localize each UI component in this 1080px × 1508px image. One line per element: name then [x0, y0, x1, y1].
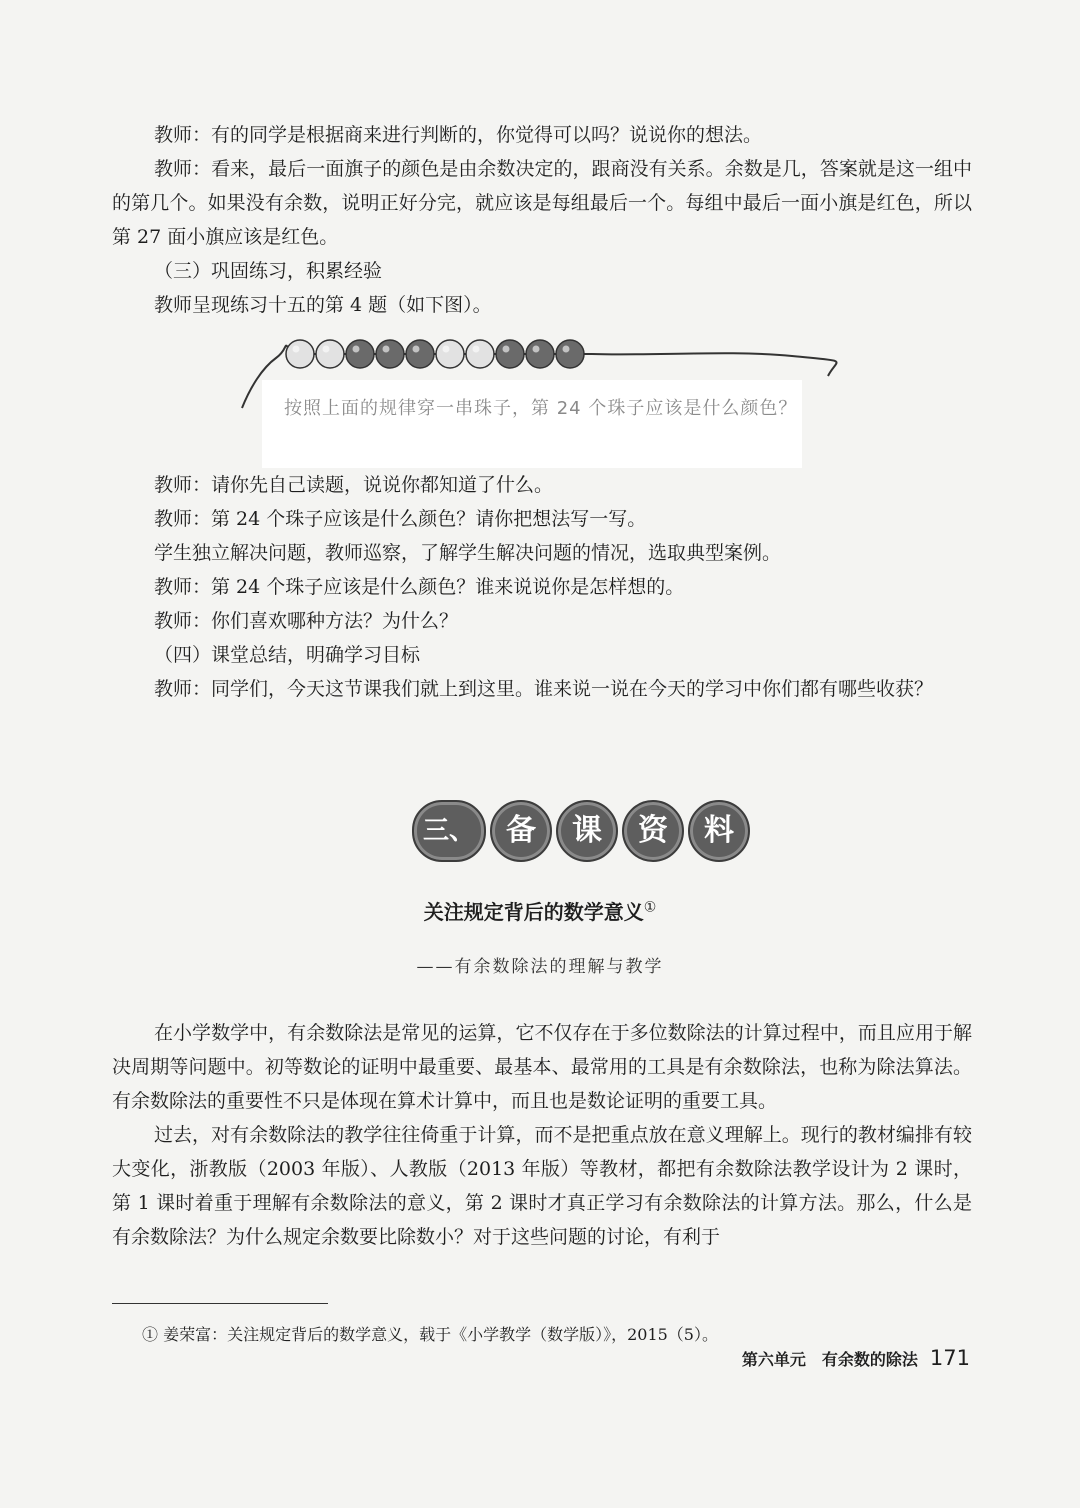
bead-highlight — [293, 346, 300, 353]
page-number: 171 — [929, 1346, 970, 1370]
bottom-text-block — [112, 1016, 972, 1254]
figure-caption: 按照上面的规律穿一串珠子，第 24 个珠子应该是什么颜色？ — [284, 398, 798, 419]
bead-highlight — [533, 346, 540, 353]
paragraph: 教师：同学们，今天这节课我们就上到这里。谁来说一说在今天的学习中你们都有哪些收获？ — [154, 678, 934, 700]
page-footer — [742, 1346, 970, 1370]
paragraph: 教师：请你先自己读题，说说你都知道了什么。 — [154, 474, 554, 496]
paragraph: 教师：第 24 个珠子应该是什么颜色？请你把想法写一写。 — [154, 508, 647, 530]
footnote: ① 姜荣富：关注规定背后的数学意义，载于《小学教学（数学版）》，2015（5）。 — [142, 1325, 718, 1344]
banner-char: 料 — [688, 800, 750, 862]
footnote-mark: ① — [643, 899, 657, 916]
bead-highlight — [443, 346, 450, 353]
article-subtitle: ——有余数除法的理解与教学 — [416, 957, 664, 977]
paragraph: 在小学数学中，有余数除法是常见的运算，它不仅存在于多位数除法的计算过程中，而且应用于解决周期等问题中。初等数论的证明中最重要、最基本、最常用的工具是有余数除法，也称为除法算法。有余数除法的重要性不只是体现在算术计算中，而且也是数论证明的重要工具。 — [112, 1022, 972, 1112]
bead-highlight — [563, 346, 570, 353]
chapter-banner — [412, 800, 750, 862]
unit-name: 第六单元 有余数的除法 — [741, 1350, 918, 1369]
mid-text-block — [112, 468, 972, 706]
bead-highlight — [383, 346, 390, 353]
bead-dark — [346, 340, 374, 368]
paragraph: 教师：第 24 个珠子应该是什么颜色？谁来说说你是怎样想的。 — [154, 576, 685, 598]
string-right-end — [592, 353, 837, 376]
bead-dark — [376, 340, 404, 368]
section-heading: （四）课堂总结，明确学习目标 — [154, 644, 421, 666]
section-heading: （三）巩固练习，积累经验 — [154, 260, 383, 282]
bead-highlight — [503, 346, 510, 353]
paragraph: 教师：你们喜欢哪种方法？为什么？ — [154, 610, 459, 632]
paragraph: 过去，对有余数除法的教学往往倚重于计算，而不是把重点放在意义理解上。现行的教材编排有较大变化，浙教版（2003 年版）、人教版（2013 年版）等教材，都把有余数除法教学设计为 2 课时，第 1 课时着重于理解有余数除法的意义，第 2 课时才真正学习有余数除法的计算方法。那么，什么是有余数除法？为什么规定余数要比除数小？对于这些问题的讨论，有利于 — [112, 1124, 972, 1248]
bead-highlight — [473, 346, 480, 353]
bead-light — [436, 340, 464, 368]
article-title — [0, 896, 1080, 925]
top-text-block — [112, 118, 972, 322]
bead-dark — [406, 340, 434, 368]
bead-light — [316, 340, 344, 368]
bead-highlight — [413, 346, 420, 353]
footnote-divider — [112, 1303, 328, 1304]
paragraph: 教师：有的同学是根据商来进行判断的，你觉得可以吗？说说你的想法。 — [154, 124, 763, 146]
banner-char: 资 — [622, 800, 684, 862]
banner-char: 课 — [556, 800, 618, 862]
bead-highlight — [353, 346, 360, 353]
bead-dark — [526, 340, 554, 368]
bead-dark — [496, 340, 524, 368]
paragraph: 教师呈现练习十五的第 4 题（如下图）。 — [154, 294, 492, 316]
bead-dark — [556, 340, 584, 368]
banner-char: 备 — [490, 800, 552, 862]
article-title-text: 关注规定背后的数学意义 — [423, 900, 644, 924]
bead-highlight — [323, 346, 330, 353]
paragraph: 教师：看来，最后一面旗子的颜色是由余数决定的，跟商没有关系。余数是几，答案就是这一组中的第几个。如果没有余数，说明正好分完，就应该是每组最后一个。每组中最后一面小旗是红色，所以第 27 面小旗应该是红色。 — [112, 158, 972, 248]
bead-light — [286, 340, 314, 368]
paragraph: 学生独立解决问题，教师巡察，了解学生解决问题的情况，选取典型案例。 — [154, 542, 782, 564]
banner-char: 三、 — [412, 800, 486, 862]
bead-light — [466, 340, 494, 368]
